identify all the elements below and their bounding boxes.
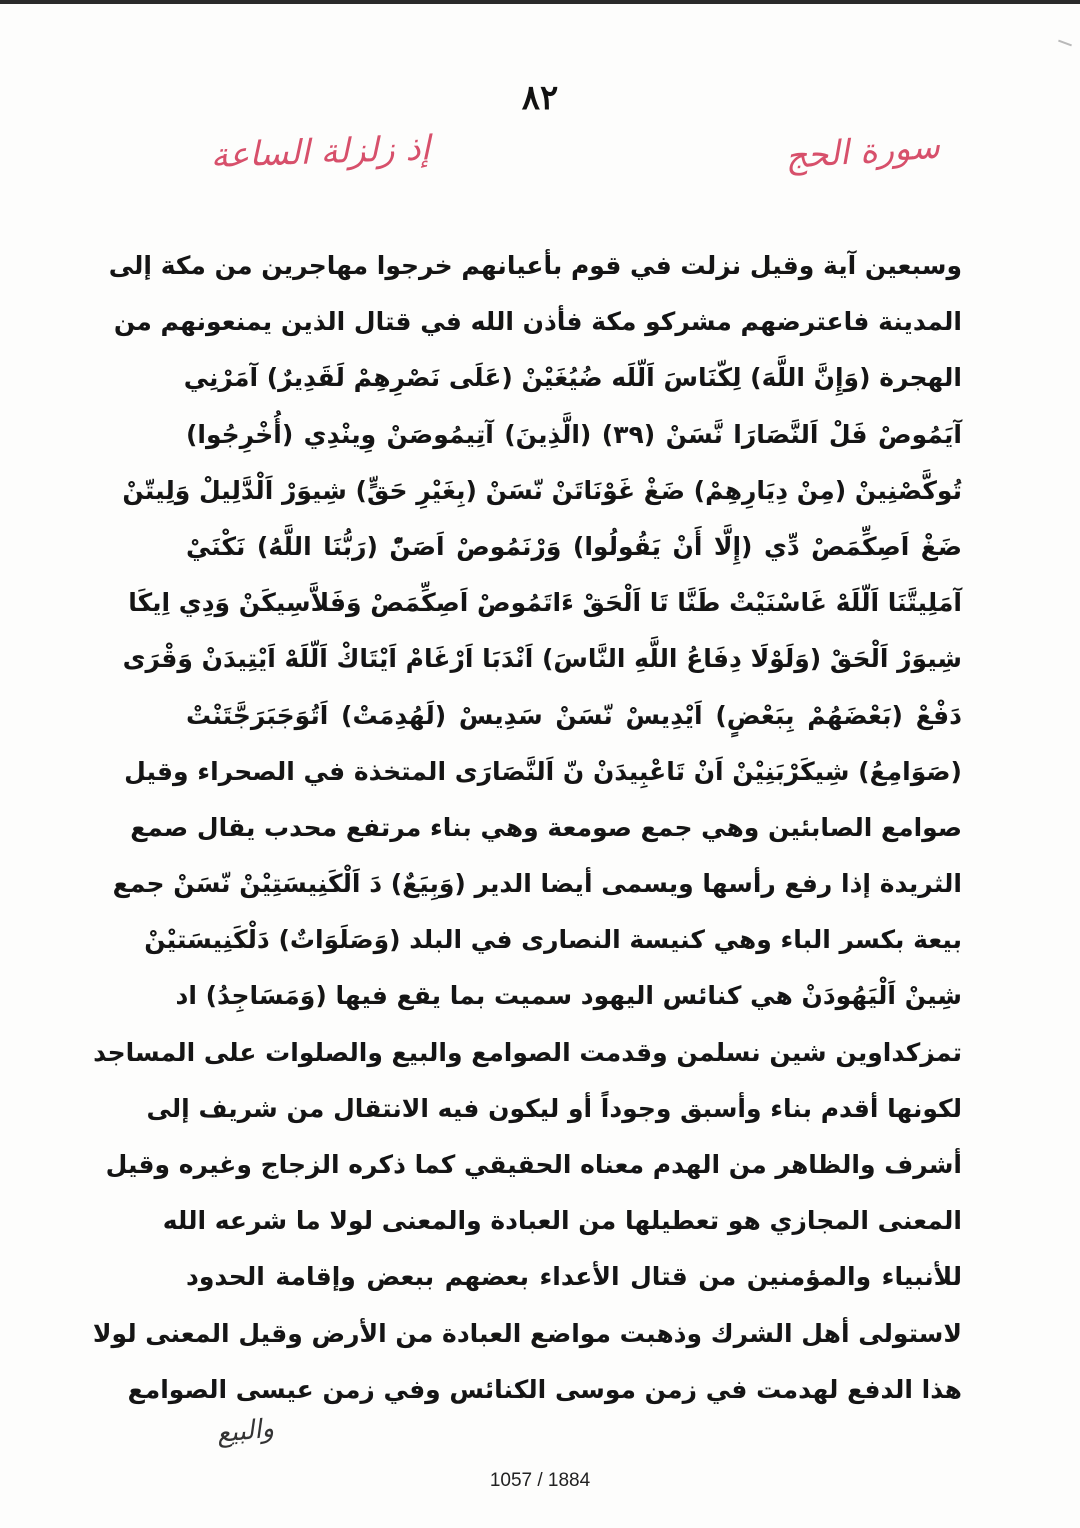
text-line: آمَلِيتَّنَا اَلّلَهْ غَاسْنَيْتْ طَنَّا تَا اَلْحَقْ ءَاتَمُوصْ اَصِكِّمَصْ وَفَلاَّسِيكَنْ وَدِي اِيكَا bbox=[128, 588, 962, 618]
text-line: تمزكداوين شين نسلمن وقدمت الصوامع والبيع والصلوات على المساجد bbox=[93, 1037, 962, 1067]
text-line: لكونها أقدم بناء وأسبق وجوداً أو ليكون فيه الانتقال من شريف إلى bbox=[146, 1093, 962, 1123]
text-line: شِينْ اَلْيَهُودَنْ هي كنائس اليهود سميت بما يقع فيها (وَمَسَاجِدُ) اد bbox=[175, 981, 962, 1011]
scan-mark bbox=[1058, 40, 1072, 47]
text-line: المعنى المجازي هو تعطيلها من العبادة والمعنى لولا ما شرعه الله bbox=[162, 1206, 962, 1236]
text-line: تُوكَّصْنِينْ (مِنْ دِيَارِهِمْ) ضَغْ غَوْنَاتَنْ نّسَنْ (بِغَيْرِ حَقٍّ) شِيوَرْ اَلْدَّلِيلْ وَلِيتّنْ bbox=[122, 475, 962, 505]
verse-reference-note: إذ زلزلة الساعة bbox=[210, 128, 431, 176]
page-number: ٨٢ bbox=[521, 78, 559, 118]
text-line: دَفْعْ (بَعْضَهُمْ بِبَعْضٍ) اَيْدِيسْ نّسَنْ سَدِيسْ (لَهُدِمَتْ) اَتُوَجَبَرَجَّتَنْتْ bbox=[186, 700, 962, 730]
text-line: لاستولى أهل الشرك وذهبت مواضع العبادة من الأرض وقيل المعنى لولا bbox=[92, 1318, 962, 1348]
text-line: بيعة بكسر الباء وهي كنيسة النصارى في البلد (وَصَلَوَاتٌ) دَلْكَنِيسَتيْنْ bbox=[144, 925, 962, 955]
top-border bbox=[0, 0, 1080, 4]
text-line: هذا الدفع لهدمت في زمن موسى الكنائس وفي زمن عيسى الصوامع bbox=[127, 1374, 962, 1404]
surah-name-note: سورة الحج bbox=[783, 126, 942, 178]
catchword: والبيع bbox=[215, 1413, 276, 1450]
text-line: المدينة فاعترضهم مشركو مكة فأذن الله في قتال الذين يمنعونهم من bbox=[113, 307, 962, 337]
text-line: (صَوَامِعُ) شِيكَرْبَنِيْنْ اَنْ تَاعْبِيدَنْ نّ اَلنَّصَارَى المتخذة في الصحراء وقيل bbox=[124, 756, 962, 786]
text-line: شِيوَرْ اَلْحَقْ (وَلَوْلَا دِفَاعُ اللَّهِ النَّاسَ) اَنْدَبَا اَرْغَامْ اَيْتَاكْ اَلّلَهْ اَيْتِيدَنْ وَقْرَى bbox=[122, 644, 962, 674]
text-line: صوامع الصابئين وهي جمع صومعة وهي بناء مرتفع محدب يقال صمع bbox=[130, 812, 962, 842]
commentary-text bbox=[92, 238, 962, 1418]
text-line: آيَمُوصْ فَلْ اَلنَّصَارَا نَّسَنْ (٣٩) (الَّذِينَ) آتِيمُوصَنْ وِينْدِي (أُخْرِجُوا) bbox=[186, 419, 962, 449]
text-line: ضَغْ اَصِكِّمَصْ دِّي (إِلَّا أَنْ يَقُولُوا) وَرْنَمُوصْ اَصَنّْ (رَبُّنَا اللَّهُ) نَكْنَيْ bbox=[186, 531, 962, 561]
text-line: وسبعين آية وقيل نزلت في قوم بأعيانهم خرجوا مهاجرين من مكة إلى bbox=[108, 251, 962, 280]
text-line: الثريدة إذا رفع رأسها ويسمى أيضا الدير (وَبِيَعٌ) دَ اَلْكَنِيسَتِيْنْ نّسَنْ جمع bbox=[112, 869, 962, 899]
text-line: الهجرة (وَإِنَّ اللَّهَ) لِكّنَاسَ اَلّلَه ضُيُغَيْنْ (عَلَى نَصْرِهِمْ لَقَدِيرٌ) آمَرْنِي bbox=[183, 363, 962, 393]
text-line: أشرف والظاهر من الهدم معناه الحقيقي كما ذكره الزجاج وغيره وقيل bbox=[105, 1150, 962, 1179]
text-line: للأنبياء والمؤمنين من قتال الأعداء بعضهم ببعض وإقامة الحدود bbox=[186, 1262, 962, 1292]
page-counter: 1057 / 1884 bbox=[489, 1470, 591, 1491]
